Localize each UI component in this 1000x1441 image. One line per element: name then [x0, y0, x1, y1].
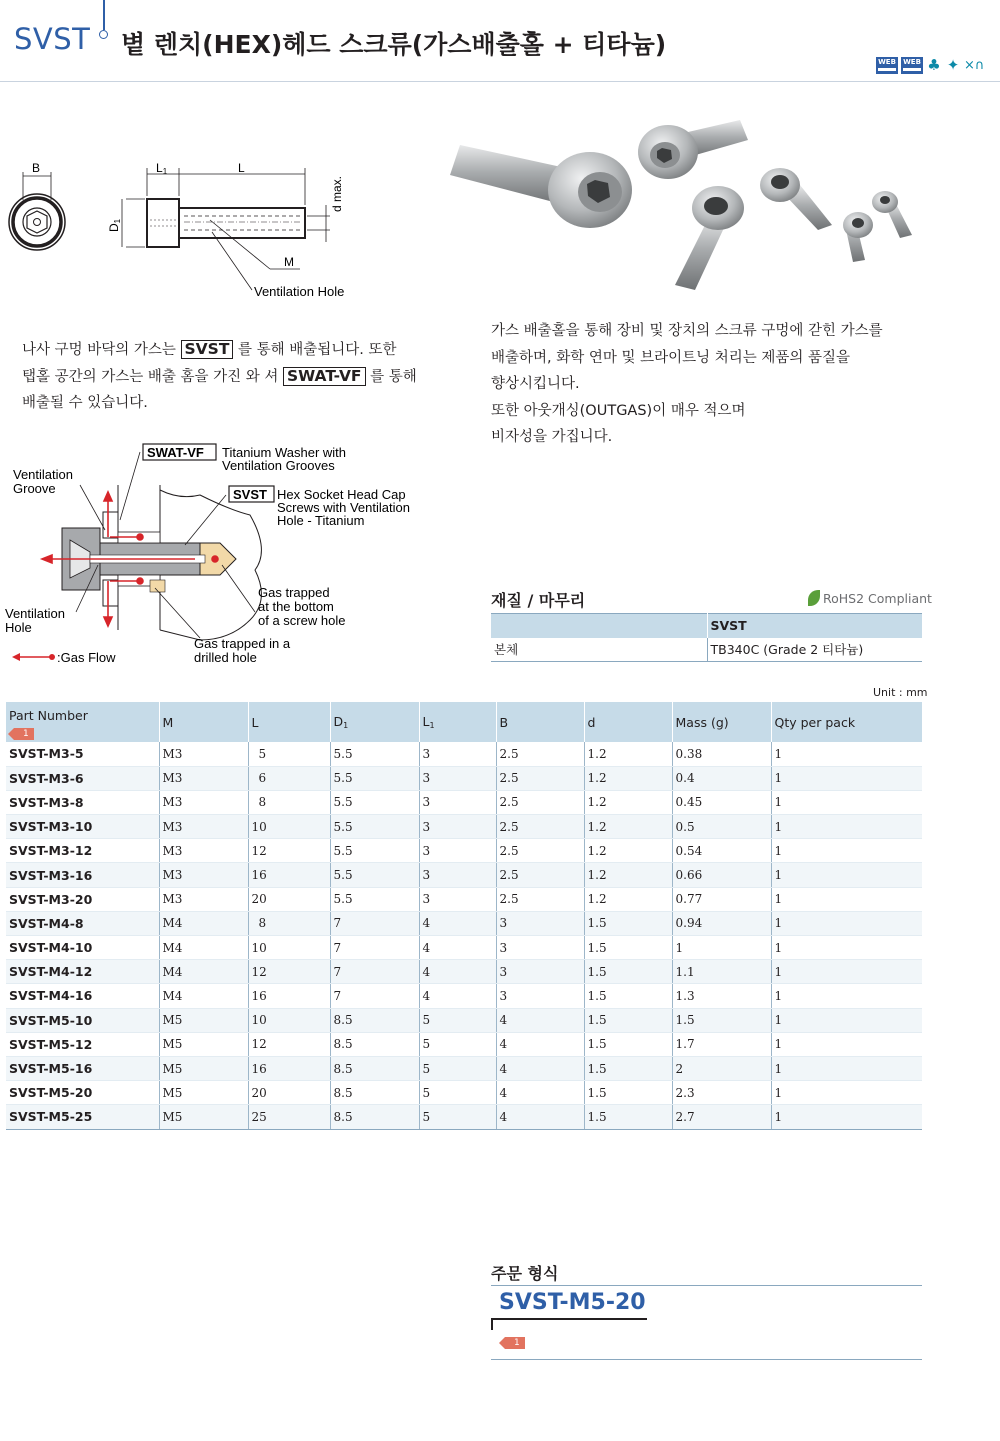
page-title: 볕 렌치(HEX)헤드 스크류(가스배출홀 + 티타늄): [121, 30, 667, 59]
qty-cell: 1: [771, 1105, 922, 1129]
table-row: [6, 839, 922, 863]
mass-cell: 0.54: [672, 839, 771, 863]
m-cell: M3: [159, 815, 248, 839]
d-cell: 1.5: [584, 911, 672, 935]
l-cell: 12: [248, 1032, 330, 1056]
mass-cell: 0.45: [672, 790, 771, 814]
table-row: [6, 790, 922, 814]
table-row: [6, 863, 922, 887]
d1-cell: 5.5: [330, 863, 419, 887]
material-row-value: TB340C (Grade 2 티타늄): [707, 638, 922, 662]
d-cell: 1.2: [584, 839, 672, 863]
table-row: [6, 815, 922, 839]
m-cell: M3: [159, 887, 248, 911]
d1-cell: 5.5: [330, 839, 419, 863]
gas-flow-lines: [42, 492, 218, 626]
m-cell: M4: [159, 911, 248, 935]
b-cell: 3: [496, 984, 584, 1008]
m-cell: M5: [159, 1008, 248, 1032]
mass-cell: 2.7: [672, 1105, 771, 1129]
svg-text:Hole - Titanium: Hole - Titanium: [277, 513, 365, 528]
washer-bottom: [103, 580, 118, 606]
feature-icons: [876, 56, 985, 74]
label-b: B: [32, 161, 41, 175]
l1-cell: 5: [419, 1105, 496, 1129]
d-cell: 1.2: [584, 887, 672, 911]
part-number-cell: SVST-M5-12: [6, 1032, 159, 1056]
l1-cell: 4: [419, 984, 496, 1008]
table-row: [6, 911, 922, 935]
qty-cell: 1: [771, 790, 922, 814]
qty-cell: 1: [771, 1056, 922, 1080]
gas-flow-diagram: [0, 440, 460, 675]
qty-cell: 1: [771, 984, 922, 1008]
l1-cell: 4: [419, 936, 496, 960]
d1-cell: 5.5: [330, 815, 419, 839]
d1-cell: 7: [330, 911, 419, 935]
qty-cell: 1: [771, 1008, 922, 1032]
washer-top: [103, 512, 118, 538]
svg-text:at the bottom: at the bottom: [258, 599, 334, 614]
table-row: [6, 1056, 922, 1080]
qty-cell: 1: [771, 936, 922, 960]
mass-cell: 0.66: [672, 863, 771, 887]
m-cell: M3: [159, 766, 248, 790]
mass-cell: 0.5: [672, 815, 771, 839]
vacuum-icon: ✦: [946, 56, 960, 74]
qty-cell: 1: [771, 766, 922, 790]
svg-text:Hole: Hole: [5, 620, 32, 635]
b-cell: 2.5: [496, 742, 584, 766]
svg-text:Groove: Groove: [13, 481, 56, 496]
d-cell: 1.2: [584, 790, 672, 814]
part-number-cell: SVST-M3-12: [6, 839, 159, 863]
d-cell: 1.5: [584, 960, 672, 984]
l1-cell: 4: [419, 911, 496, 935]
d1-cell: 8.5: [330, 1032, 419, 1056]
m-cell: M5: [159, 1081, 248, 1105]
d1-cell: 5.5: [330, 766, 419, 790]
web-icon[interactable]: WEB: [876, 57, 898, 74]
m-cell: M5: [159, 1032, 248, 1056]
d1-cell: 5.5: [330, 790, 419, 814]
material-col-header: SVST: [707, 614, 922, 638]
l-cell: 25: [248, 1105, 330, 1129]
col-l1: $L_1$: [419, 702, 496, 742]
web-icon[interactable]: WEB: [901, 57, 923, 74]
d-cell: 1.2: [584, 863, 672, 887]
svg-text:Gas trapped: Gas trapped: [258, 585, 330, 600]
l-cell: 10: [248, 815, 330, 839]
label-dmax: d max.: [330, 175, 344, 212]
col-qty: Qty per pack: [771, 702, 922, 742]
gas-flow-legend: [12, 650, 116, 665]
col-m: M: [159, 702, 248, 742]
material-title: 재질 / 마무리: [491, 591, 586, 610]
svg-text:of a screw hole: of a screw hole: [258, 613, 346, 628]
table-row: [6, 1008, 922, 1032]
l-cell: 16: [248, 1056, 330, 1080]
mass-cell: 0.4: [672, 766, 771, 790]
svg-text:Titanium Washer with: Titanium Washer with: [222, 445, 347, 460]
qty-cell: 1: [771, 960, 922, 984]
b-cell: 3: [496, 960, 584, 984]
page-header: [0, 0, 1000, 82]
l-cell: 16: [248, 984, 330, 1008]
b-cell: 2.5: [496, 815, 584, 839]
qty-cell: 1: [771, 911, 922, 935]
d1-cell: 7: [330, 984, 419, 1008]
d-cell: 1.2: [584, 815, 672, 839]
b-cell: 2.5: [496, 887, 584, 911]
l-cell: 8: [248, 911, 330, 935]
screw-medium: [638, 120, 748, 179]
d-cell: 1.5: [584, 1032, 672, 1056]
b-cell: 4: [496, 1081, 584, 1105]
l-cell: 8: [248, 790, 330, 814]
svg-text:Ventilation: Ventilation: [5, 606, 65, 621]
d-cell: 1.2: [584, 766, 672, 790]
l-cell: 10: [248, 936, 330, 960]
qty-cell: 1: [771, 815, 922, 839]
order-underline: [491, 1318, 647, 1320]
desc-line: 배출하며, 화학 연마 및 브라이트닝 처리는 제품의 품질을: [491, 349, 851, 366]
desc-line: 또한 아웃개싱(OUTGAS)이 매우 적으며: [491, 402, 746, 419]
mass-cell: 1.7: [672, 1032, 771, 1056]
l1-cell: 3: [419, 815, 496, 839]
mass-cell: 1: [672, 936, 771, 960]
m-cell: M3: [159, 839, 248, 863]
svg-text::Gas Flow: :Gas Flow: [57, 650, 116, 665]
d1-cell: 8.5: [330, 1081, 419, 1105]
table-row: [6, 1032, 922, 1056]
m-cell: M4: [159, 984, 248, 1008]
col-d: d: [584, 702, 672, 742]
d-cell: 1.5: [584, 1056, 672, 1080]
spec-table: [6, 702, 922, 1130]
header-divider: [103, 0, 105, 30]
b-cell: 3: [496, 936, 584, 960]
table-row: [6, 1081, 922, 1105]
spec-table-body: [6, 742, 922, 1129]
order-rule-bottom: [491, 1359, 922, 1360]
col-mass: Mass (g): [672, 702, 771, 742]
m-cell: M3: [159, 742, 248, 766]
table-row: [6, 984, 922, 1008]
nonmagnetic-icon: ×∩: [964, 58, 985, 73]
d-cell: 1.2: [584, 742, 672, 766]
screw-right: [760, 168, 832, 230]
part-number-cell: SVST-M4-12: [6, 960, 159, 984]
swat-vf-box: SWAT-VF: [283, 367, 366, 386]
part-number-cell: SVST-M3-5: [6, 742, 159, 766]
b-cell: 4: [496, 1105, 584, 1129]
m-cell: M4: [159, 936, 248, 960]
d-cell: 1.5: [584, 936, 672, 960]
d1-cell: 5.5: [330, 742, 419, 766]
part-number-cell: SVST-M5-16: [6, 1056, 159, 1080]
header-dot: [99, 30, 108, 39]
l1-cell: 3: [419, 766, 496, 790]
description-right: [491, 318, 961, 451]
table-row: [6, 887, 922, 911]
mass-cell: 1.5: [672, 1008, 771, 1032]
part-number-cell: SVST-M3-8: [6, 790, 159, 814]
label-d1: D1: [107, 218, 122, 232]
part-number-cell: SVST-M4-10: [6, 936, 159, 960]
d1-cell: 8.5: [330, 1056, 419, 1080]
l-cell: 20: [248, 887, 330, 911]
mass-cell: 0.94: [672, 911, 771, 935]
table-row: [6, 766, 922, 790]
rohs-badge: RoHS2 Compliant: [808, 590, 932, 606]
svg-text:Gas trapped in a: Gas trapped in a: [194, 636, 291, 651]
mass-cell: 2: [672, 1056, 771, 1080]
part-number-cell: SVST-M3-16: [6, 863, 159, 887]
qty-cell: 1: [771, 887, 922, 911]
d-cell: 1.5: [584, 984, 672, 1008]
header-rule: [0, 81, 1000, 82]
col-b: B: [496, 702, 584, 742]
d-cell: 1.5: [584, 1081, 672, 1105]
d1-cell: 7: [330, 936, 419, 960]
series-code: SVST: [14, 22, 91, 56]
screw-large: [450, 145, 632, 228]
col-l: L: [248, 702, 330, 742]
b-cell: 2.5: [496, 766, 584, 790]
l1-cell: 3: [419, 839, 496, 863]
qty-cell: 1: [771, 1081, 922, 1105]
l-cell: 20: [248, 1081, 330, 1105]
part-number-cell: SVST-M5-25: [6, 1105, 159, 1129]
d1-cell: 8.5: [330, 1105, 419, 1129]
l-cell: 6: [248, 766, 330, 790]
desc-line: 향상시킵니다.: [491, 376, 580, 392]
part-number-cell: SVST-M5-10: [6, 1008, 159, 1032]
svst-box: SVST: [181, 340, 234, 359]
col-d1: $D_1$: [330, 702, 419, 742]
m-cell: M3: [159, 790, 248, 814]
svg-text:Ventilation Grooves: Ventilation Grooves: [222, 458, 335, 473]
m-cell: M4: [159, 960, 248, 984]
b-cell: 2.5: [496, 839, 584, 863]
l1-cell: 5: [419, 1008, 496, 1032]
b-cell: 2.5: [496, 863, 584, 887]
svg-text:Screws with Ventilation: Screws with Ventilation: [277, 500, 410, 515]
l-cell: 12: [248, 839, 330, 863]
label-l1: L1: [156, 161, 168, 176]
mass-cell: 1.1: [672, 960, 771, 984]
part-number-cell: SVST-M4-8: [6, 911, 159, 935]
d1-cell: 5.5: [330, 887, 419, 911]
b-cell: 2.5: [496, 790, 584, 814]
col-part-number: Part Number 1: [6, 702, 159, 742]
order-code: SVST-M5-20: [499, 1290, 646, 1315]
part-number-cell: SVST-M3-6: [6, 766, 159, 790]
unit-label: Unit : mm: [873, 686, 928, 699]
table-row: [6, 742, 922, 766]
b-cell: 3: [496, 911, 584, 935]
l1-cell: 5: [419, 1032, 496, 1056]
part-number-badge: 1: [14, 728, 34, 740]
leaf-icon: [808, 590, 820, 606]
screw-vertical: [675, 186, 744, 290]
l1-cell: 3: [419, 887, 496, 911]
table-row: [6, 960, 922, 984]
l1-cell: 4: [419, 960, 496, 984]
m-cell: M5: [159, 1056, 248, 1080]
desc-line: 비자성을 가집니다.: [491, 429, 613, 445]
label-l: L: [238, 161, 245, 175]
mass-cell: 2.3: [672, 1081, 771, 1105]
qty-cell: 1: [771, 839, 922, 863]
part-number-cell: SVST-M4-16: [6, 984, 159, 1008]
svg-text:Hex Socket Head Cap: Hex Socket Head Cap: [277, 487, 406, 502]
part-number-cell: SVST-M3-10: [6, 815, 159, 839]
svg-text:Ventilation: Ventilation: [13, 467, 73, 482]
desc-line: 가스 배출홀을 통해 장비 및 장치의 스크류 구멍에 갇힌 가스를: [491, 323, 883, 339]
l1-cell: 3: [419, 742, 496, 766]
l-cell: 10: [248, 1008, 330, 1032]
d-cell: 1.5: [584, 1008, 672, 1032]
l1-cell: 3: [419, 863, 496, 887]
order-rule-top: [491, 1285, 922, 1286]
order-title: 주문 형식: [491, 1264, 559, 1283]
l-cell: 12: [248, 960, 330, 984]
order-badge: 1: [500, 1330, 525, 1349]
svg-text:drilled hole: drilled hole: [194, 650, 257, 665]
d1-cell: 8.5: [330, 1008, 419, 1032]
mass-cell: 0.38: [672, 742, 771, 766]
d-cell: 1.5: [584, 1105, 672, 1129]
mass-cell: 1.3: [672, 984, 771, 1008]
tree-icon: ♣: [927, 56, 941, 74]
mass-cell: 0.77: [672, 887, 771, 911]
part-number-cell: SVST-M3-20: [6, 887, 159, 911]
table-row: [6, 936, 922, 960]
dimension-diagram: [0, 150, 380, 310]
d1-cell: 7: [330, 960, 419, 984]
part-number-cell: SVST-M5-20: [6, 1081, 159, 1105]
description-left: 나사 구멍 바닥의 가스는 SVST 를 통해 배출됩니다. 또한 탭홀 공간의 가스는 배출 홈을 가진 와 셔 SWAT-VF 를 통해 배출될 수 있습니다.: [22, 340, 417, 411]
l1-cell: 5: [419, 1081, 496, 1105]
l1-cell: 3: [419, 790, 496, 814]
order-tick: [491, 1318, 493, 1330]
b-cell: 4: [496, 1008, 584, 1032]
svst-label: SVST: [233, 487, 267, 502]
l-cell: 5: [248, 742, 330, 766]
screw-side-view: [107, 161, 344, 299]
qty-cell: 1: [771, 863, 922, 887]
screw-small: [843, 191, 912, 262]
swat-vf-label: SWAT-VF: [147, 445, 204, 460]
table-row: [6, 1105, 922, 1129]
m-cell: M3: [159, 863, 248, 887]
qty-cell: 1: [771, 1032, 922, 1056]
head-end-view: [9, 161, 65, 250]
material-table: [491, 613, 922, 662]
b-cell: 4: [496, 1032, 584, 1056]
label-m: M: [284, 255, 294, 269]
label-vent-hole: Ventilation Hole: [254, 284, 345, 299]
qty-cell: 1: [771, 742, 922, 766]
l1-cell: 5: [419, 1056, 496, 1080]
b-cell: 4: [496, 1056, 584, 1080]
product-photo: [440, 100, 940, 305]
l-cell: 16: [248, 863, 330, 887]
m-cell: M5: [159, 1105, 248, 1129]
material-row-label: 본체: [491, 638, 707, 662]
